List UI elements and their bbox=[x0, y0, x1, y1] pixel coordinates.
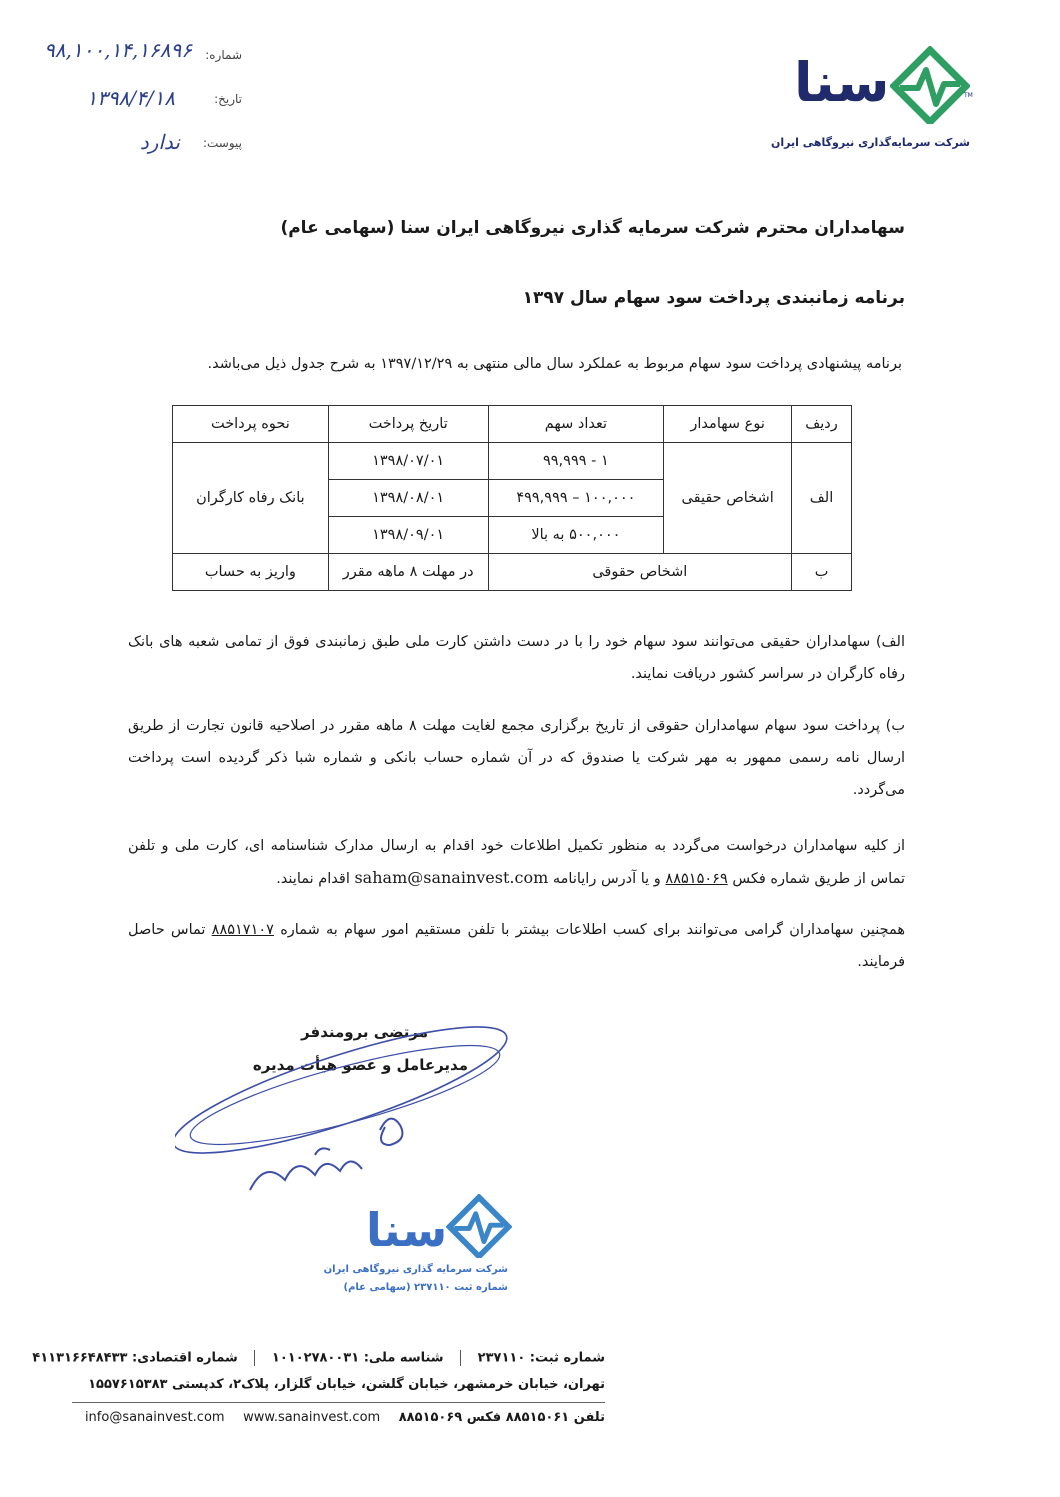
letter-number-value: ۹۸,۱۰۰,۱۴,۱۶۸۹۶ bbox=[44, 38, 192, 62]
divider bbox=[460, 1350, 461, 1366]
paragraph-natural-shareholders: الف) سهامداران حقیقی می‌توانند سود سهام خود را با در دست داشتن کارت ملی طبق زمانبندی فوق از تمامی شعبه های بانک رفاه کارگران در سراسر کشور دریافت نمایند. bbox=[128, 634, 905, 682]
table-cell-date: ۱۳۹۸/۰۷/۰۱ bbox=[328, 443, 488, 480]
phone-text: همچنین سهامداران گرامی می‌توانند برای کسب اطلاعات بیشتر با تلفن مستقیم امور سهام به شماره bbox=[280, 922, 906, 938]
stamp-company-name: شرکت سرمایه گذاری نیروگاهی ایران bbox=[323, 1264, 508, 1275]
paragraph-contact-info bbox=[128, 830, 905, 895]
table-header: نوع سهامدار bbox=[664, 406, 792, 443]
contact-text-end: اقدام نمایند. bbox=[276, 871, 350, 887]
table-row bbox=[173, 554, 852, 591]
table-cell-method: بانک رفاه کارگران bbox=[173, 443, 329, 554]
table-cell-date: ۱۳۹۸/۰۹/۰۱ bbox=[328, 517, 488, 554]
footer-website[interactable]: www.sanainvest.com bbox=[243, 1410, 381, 1425]
divider bbox=[254, 1350, 255, 1366]
letter-attachment-value: ندارد bbox=[139, 130, 180, 154]
footer-phone-fax: تلفن ۸۸۵۱۵۰۶۱ فکس ۸۸۵۱۵۰۶۹ bbox=[398, 1410, 605, 1425]
paragraph-legal-shareholders: ب) پرداخت سود سهام سهامداران حقوقی از تاریخ برگزاری مجمع لغایت مهلت ۸ ماهه مقرر در اصلاحیه قانون تجارت از طریق ارسال نامه رسمی ممهور به مهر شرکت یا صندوق که در آن شماره حساب بانکی و شماره شبا ذکر گردیده است پرداخت می‌گردد. bbox=[128, 718, 905, 798]
company-stamp bbox=[323, 1200, 520, 1310]
phone-number: ۸۸۵۱۷۱۰۷ bbox=[211, 922, 274, 938]
heartbeat-diamond-icon bbox=[890, 46, 970, 124]
stamp-wordmark: سنا bbox=[366, 1203, 448, 1257]
dividend-schedule-table bbox=[172, 405, 852, 591]
table-cell-type: اشخاص حقیقی bbox=[664, 443, 792, 554]
letter-attachment-row bbox=[0, 130, 250, 160]
signatory-name: مرتضی برومندفر bbox=[301, 1023, 428, 1041]
table-header: ردیف bbox=[792, 406, 852, 443]
footer-address: تهران، خیابان خرمشهر، خیابان گلشن، خیابان گلزار، پلاک۲، کدپستی ۱۵۵۷۶۱۵۳۸۳ bbox=[88, 1377, 605, 1392]
paragraph-phone-info bbox=[128, 914, 905, 978]
trademark-symbol: TM bbox=[964, 92, 973, 99]
heartbeat-diamond-icon bbox=[446, 1194, 512, 1258]
logo-wordmark: سنا bbox=[794, 51, 890, 114]
table-cell-range: ۱۰۰,۰۰۰ – ۴۹۹,۹۹۹ bbox=[488, 480, 664, 517]
letter-date-label: تاریخ: bbox=[214, 92, 242, 106]
footer-economic-code: شماره اقتصادی: ۴۱۱۳۱۶۶۴۸۴۳۳ bbox=[32, 1350, 238, 1366]
table-header: تاریخ پرداخت bbox=[328, 406, 488, 443]
table-cell-index: الف bbox=[792, 443, 852, 554]
letter-intro: برنامه پیشنهادی پرداخت سود سهام مربوط به عملکرد سال مالی منتهی به ۱۳۹۷/۱۲/۲۹ به شرح جدول ذیل می‌باشد. bbox=[207, 356, 902, 372]
footer-contact-line bbox=[85, 1410, 605, 1425]
contact-text: از کلیه سهامداران درخواست می‌گردد به منظور تکمیل اطلاعات خود اقدام به ارسال مدارک شناسنامه ای، کارت ملی و تلفن تماس از طریق شماره فکس bbox=[128, 838, 905, 887]
signatory-title: مدیرعامل و عضو هیأت مدیره bbox=[252, 1056, 468, 1074]
footer-email[interactable]: info@sanainvest.com bbox=[84, 1410, 225, 1425]
letter-number-row bbox=[0, 38, 250, 72]
table-header: تعداد سهم bbox=[488, 406, 664, 443]
table-cell-index: ب bbox=[792, 554, 852, 591]
footer-registration-line bbox=[32, 1350, 605, 1366]
handwritten-signature bbox=[175, 1005, 535, 1205]
letter-date-row bbox=[0, 86, 250, 116]
letter-date-value: ۱۳۹۸/۴/۱۸ bbox=[86, 86, 175, 110]
letter-subject: برنامه زمانبندی پرداخت سود سهام سال ۱۳۹۷ bbox=[522, 288, 905, 308]
table-cell-date: ۱۳۹۸/۰۸/۰۱ bbox=[328, 480, 488, 517]
letter-salutation: سهامداران محترم شرکت سرمایه گذاری نیروگاهی ایران سنا (سهامی عام) bbox=[280, 218, 905, 238]
table-cell-type: اشخاص حقوقی bbox=[488, 554, 792, 591]
table-header: نحوه پرداخت bbox=[173, 406, 329, 443]
logo-company-name: شرکت سرمایه‌گذاری نیروگاهی ایران bbox=[770, 136, 970, 149]
table-cell-range: ۵۰۰,۰۰۰ به بالا bbox=[488, 517, 664, 554]
table-row bbox=[173, 443, 852, 480]
table-cell-date: در مهلت ۸ ماهه مقرر bbox=[328, 554, 488, 591]
fax-number: ۸۸۵۱۵۰۶۹ bbox=[665, 871, 728, 887]
email-link[interactable]: saham@sanainvest.com bbox=[354, 868, 549, 887]
table-cell-method: واریز به حساب bbox=[173, 554, 329, 591]
footer-divider bbox=[72, 1402, 605, 1403]
letter-number-label: شماره: bbox=[205, 48, 242, 62]
table-header-row bbox=[173, 406, 852, 443]
letter-attachment-label: پیوست: bbox=[202, 136, 242, 150]
phone-text-end: تماس حاصل فرمایند. bbox=[128, 922, 905, 970]
footer-national-id: شناسه ملی: ۱۰۱۰۲۷۸۰۰۳۱ bbox=[271, 1350, 444, 1366]
contact-text-or: و یا آدرس رایانامه bbox=[552, 871, 661, 887]
stamp-registration: شماره ثبت ۲۳۷۱۱۰ (سهامی عام) bbox=[343, 1282, 508, 1293]
table-cell-range: ۱ - ۹۹,۹۹۹ bbox=[488, 443, 664, 480]
company-logo bbox=[770, 48, 980, 158]
footer-reg-number: شماره ثبت: ۲۳۷۱۱۰ bbox=[477, 1350, 605, 1366]
